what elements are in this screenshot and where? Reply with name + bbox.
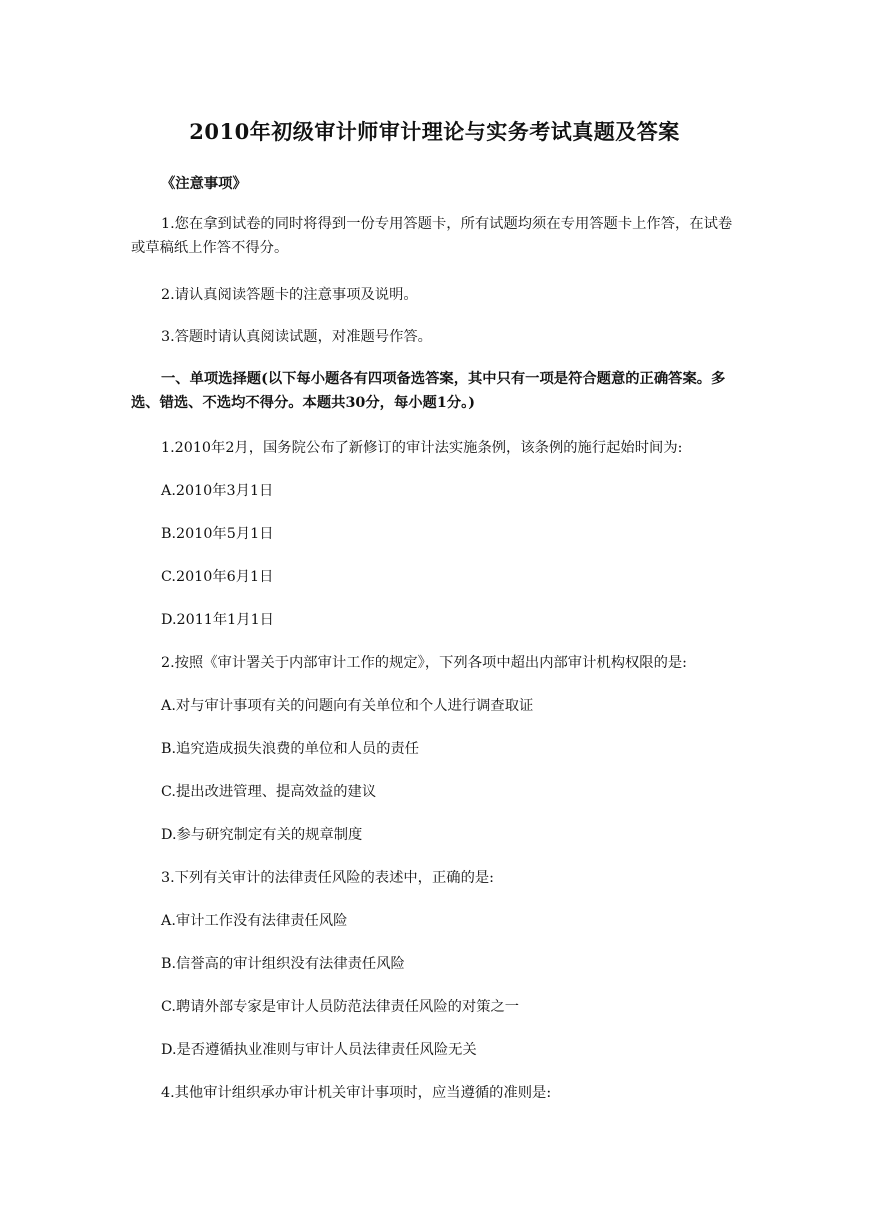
question-stem: 3.下列有关审计的法律责任风险的表述中，正确的是: (161, 870, 494, 886)
question-option: B.2010年5月1日 (161, 526, 274, 542)
question-option: B.追究造成损失浪费的单位和人员的责任 (161, 741, 420, 757)
question-option: C.2010年6月1日 (161, 569, 274, 585)
question-option: B.信誉高的审计组织没有法律责任风险 (161, 956, 405, 972)
notice-item: 3.答题时请认真阅读试题，对准题号作答。 (161, 329, 432, 345)
notice-item: 2.请认真阅读答题卡的注意事项及说明。 (161, 287, 418, 303)
question-option: A.审计工作没有法律责任风险 (161, 913, 348, 929)
question-stem: 4.其他审计组织承办审计机关审计事项时，应当遵循的准则是: (161, 1085, 552, 1101)
question-option: D.是否遵循执业准则与审计人员法律责任风险无关 (161, 1042, 477, 1058)
section-heading: 一、单项选择题(以下每小题各有四项备选答案，其中只有一项是符合题意的正确答案。多选、错选、不选均不得分。本题共30分，每小题1分。) (131, 371, 726, 411)
question-option: D.2011年1月1日 (161, 612, 274, 628)
question-option: A.2010年3月1日 (161, 483, 274, 499)
question-option: C.聘请外部专家是审计人员防范法律责任风险的对策之一 (161, 999, 520, 1015)
question-option: A.对与审计事项有关的问题向有关单位和个人进行调查取证 (161, 698, 534, 714)
question-stem: 1.2010年2月，国务院公布了新修订的审计法实施条例，该条例的施行起始时间为: (161, 440, 683, 456)
question-option: D.参与研究制定有关的规章制度 (161, 827, 363, 843)
notice-item: 1.您在拿到试卷的同时将得到一份专用答题卡，所有试题均须在专用答题卡上作答，在试卷或草稿纸上作答不得分。 (131, 216, 733, 256)
question-stem: 2.按照《审计署关于内部审计工作的规定》，下列各项中超出内部审计机构权限的是: (161, 655, 687, 671)
document-title: 2010年初级审计师审计理论与实务考试真题及答案 (189, 119, 680, 144)
notice-heading: 《注意事项》 (161, 176, 247, 192)
question-option: C.提出改进管理、提高效益的建议 (161, 784, 377, 800)
